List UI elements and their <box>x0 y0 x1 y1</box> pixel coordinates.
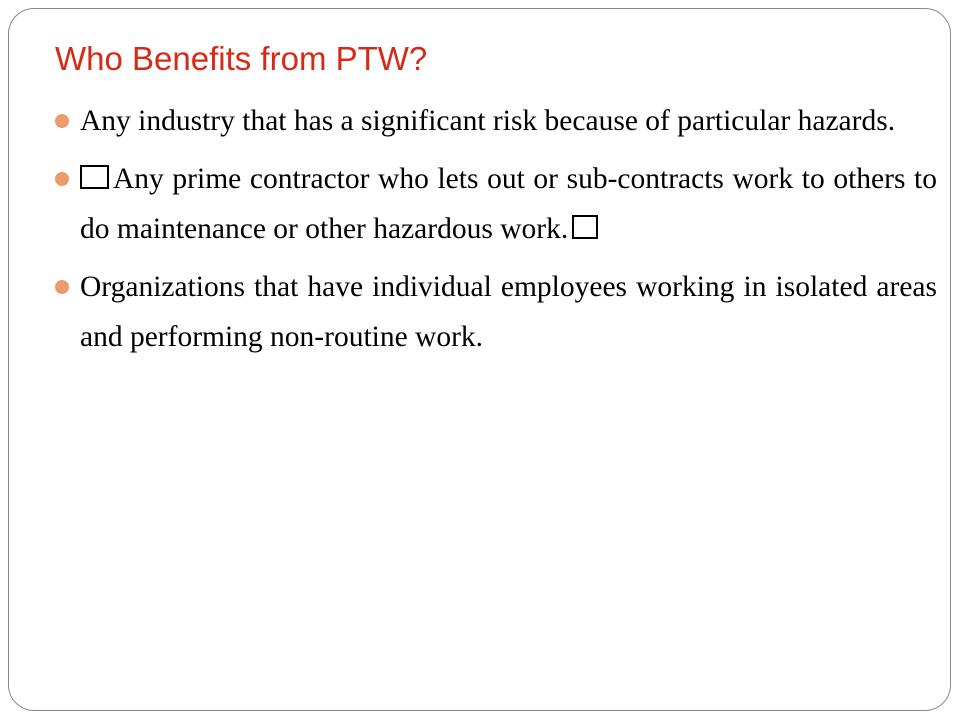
slide-title: Who Benefits from PTW? <box>55 40 428 77</box>
bullet-text: Organizations that have individual employees working in isolated areas and performing non-routine work. <box>80 271 937 353</box>
missing-glyph-icon <box>572 215 598 239</box>
bullet-item <box>55 154 937 254</box>
bullet-item <box>55 96 937 146</box>
bullet-text: Any prime contractor who lets out or sub-contracts work to others to do maintenance or other hazardous work. <box>80 163 937 245</box>
bullet-list <box>55 96 937 370</box>
bullet-item <box>55 262 937 362</box>
slide-frame <box>8 8 951 711</box>
bullet-text: Any industry that has a significant risk because of particular hazards. <box>80 105 896 137</box>
missing-glyph-icon <box>80 165 109 189</box>
bullet-dot-icon <box>55 172 69 186</box>
bullet-dot-icon <box>55 280 69 294</box>
bullet-dot-icon <box>55 114 69 128</box>
